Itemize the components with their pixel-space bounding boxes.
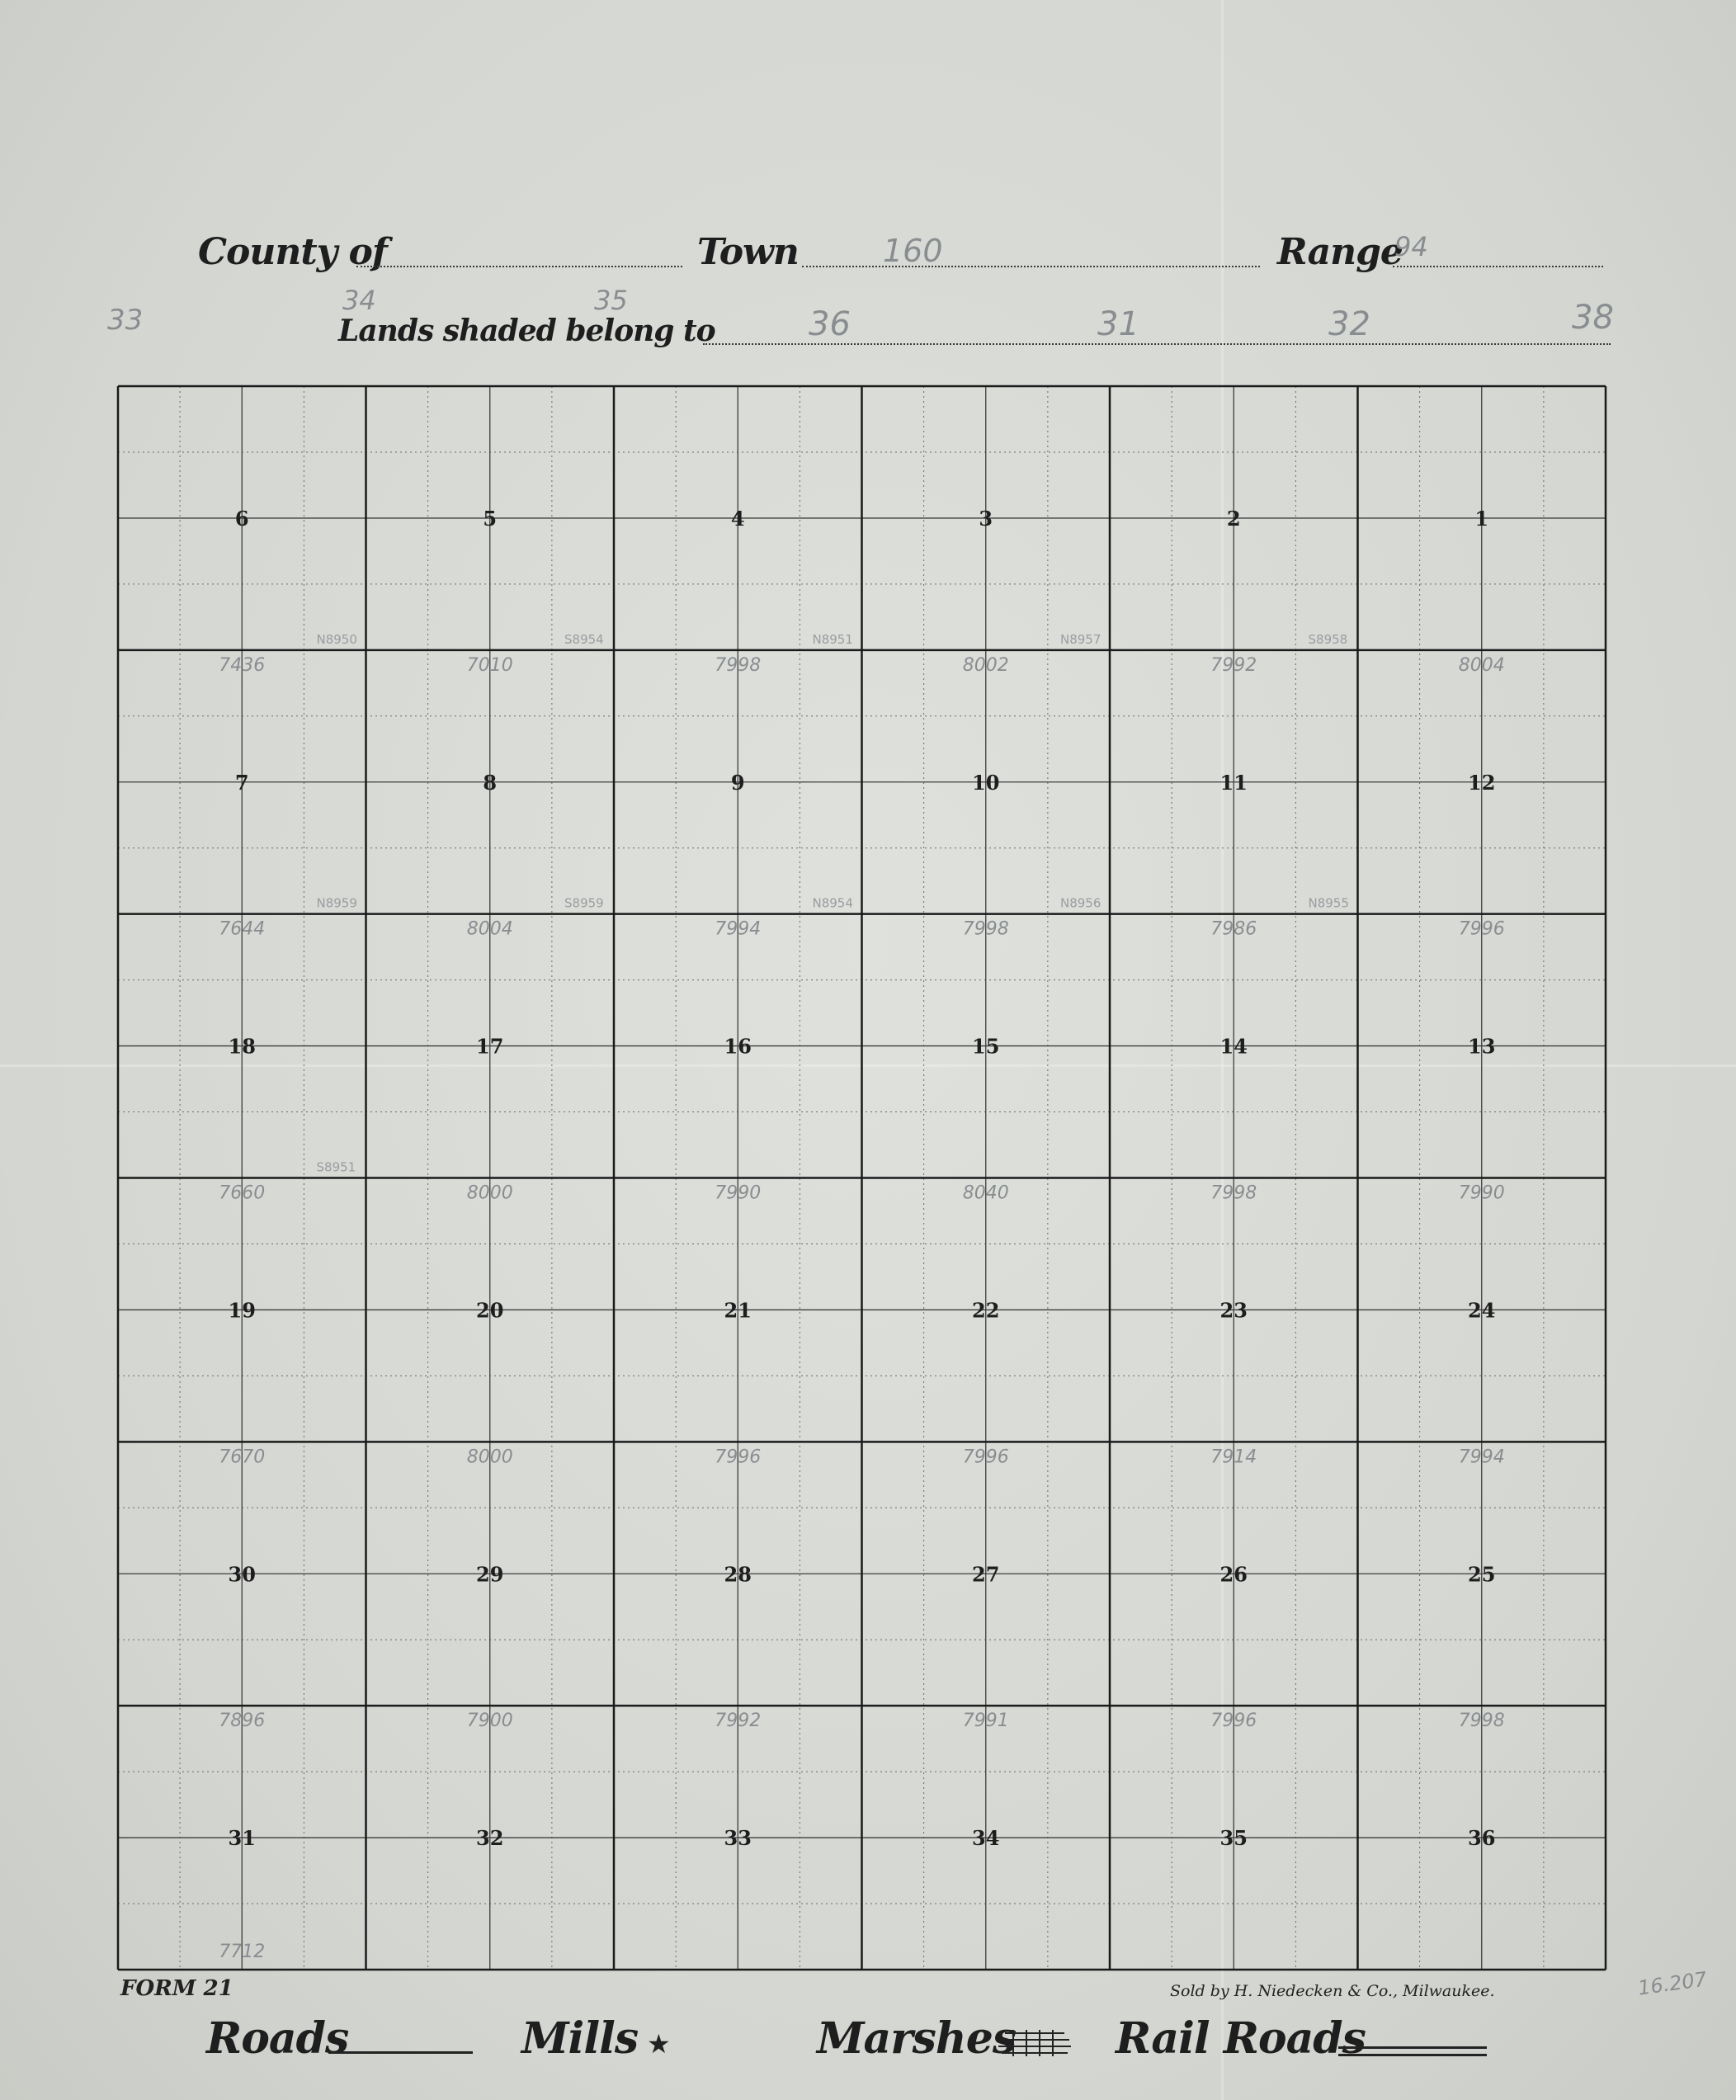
pencil-acreage: 7998 xyxy=(1210,1182,1257,1204)
section-number: 35 xyxy=(1219,1826,1248,1851)
pencil-acreage: 7900 xyxy=(466,1711,513,1732)
section-number: 15 xyxy=(972,1034,1000,1059)
pencil-acreage: 7998 xyxy=(715,654,762,676)
pencil-bearing: N8957 xyxy=(1060,631,1102,647)
section-number: 20 xyxy=(476,1298,504,1323)
section-number: 33 xyxy=(724,1826,752,1851)
seller-imprint: Sold by H. Niedecken & Co., Milwaukee. xyxy=(1170,1982,1495,2000)
pencil-acreage: 8002 xyxy=(962,654,1009,676)
pencil-acreage: 8000 xyxy=(466,1182,513,1204)
pencil-acreage: 7994 xyxy=(1458,1446,1505,1468)
section-number: 2 xyxy=(1226,506,1241,531)
pencil-bearing: S8954 xyxy=(564,631,604,647)
section-number: 18 xyxy=(228,1034,256,1059)
section-number: 10 xyxy=(972,770,1000,795)
section-number: 36 xyxy=(1468,1826,1496,1851)
section-number: 4 xyxy=(730,506,745,531)
legend-railroad-line xyxy=(1338,2046,1487,2056)
section-number: 34 xyxy=(972,1826,1000,1851)
pencil-acreage: 7996 xyxy=(1210,1711,1257,1732)
section-number: 25 xyxy=(1468,1562,1496,1587)
pencil-bearing: S8959 xyxy=(564,895,604,911)
pencil-acreage: 7992 xyxy=(1210,654,1257,676)
pencil-note: 34 xyxy=(342,285,376,316)
pencil-bearing: N8954 xyxy=(812,895,853,911)
county-label: County of xyxy=(198,231,387,273)
section-number: 30 xyxy=(228,1562,256,1587)
pencil-acreage: 7670 xyxy=(219,1446,266,1468)
town-value: 160 xyxy=(883,233,943,269)
section-number: 13 xyxy=(1468,1034,1496,1059)
section-number: 24 xyxy=(1468,1298,1496,1323)
section-number: 23 xyxy=(1219,1298,1248,1323)
section-number: 12 xyxy=(1468,770,1496,795)
section-number: 9 xyxy=(730,770,745,795)
pencil-acreage: 7644 xyxy=(219,918,266,940)
pencil-acreage: 7896 xyxy=(219,1711,266,1732)
section-number: 19 xyxy=(228,1298,256,1323)
pencil-note: 32 xyxy=(1328,305,1370,343)
pencil-acreage: 8004 xyxy=(1458,654,1505,676)
section-number: 3 xyxy=(979,506,993,531)
section-number: 27 xyxy=(972,1562,1000,1587)
pencil-acreage: 7990 xyxy=(715,1182,762,1204)
pencil-note: 33 xyxy=(107,304,144,337)
pencil-acreage: 7996 xyxy=(962,1446,1009,1468)
pencil-acreage: 7986 xyxy=(1210,918,1257,940)
section-number: 29 xyxy=(476,1562,504,1587)
range-value: 94 xyxy=(1394,231,1428,262)
pencil-acreage: 7436 xyxy=(219,654,266,676)
section-number: 26 xyxy=(1219,1562,1248,1587)
section-number: 22 xyxy=(972,1298,1000,1323)
pencil-acreage: 7010 xyxy=(466,654,513,676)
legend-roads-label: Roads xyxy=(206,2013,349,2064)
pencil-bearing: N8950 xyxy=(316,631,357,647)
pencil-acreage: 7998 xyxy=(1458,1711,1505,1732)
pencil-acreage: 8040 xyxy=(962,1182,1009,1204)
pencil-acreage: 7991 xyxy=(962,1711,1009,1732)
section-number: 21 xyxy=(724,1298,752,1323)
section-number: 11 xyxy=(1219,770,1248,795)
section-number: 1 xyxy=(1474,506,1489,531)
pencil-bearing: N8956 xyxy=(1060,895,1102,911)
section-number: 32 xyxy=(476,1826,504,1851)
pencil-acreage: 7712 xyxy=(219,1942,266,1962)
pencil-acreage: 7660 xyxy=(219,1182,266,1204)
legend-marshes-label: Marshes xyxy=(817,2013,1017,2064)
legend-mills-label: Mills xyxy=(521,2013,639,2064)
legend-railroads-label: Rail Roads xyxy=(1116,2013,1366,2064)
pencil-note: 35 xyxy=(594,285,628,316)
legend-roads-line xyxy=(328,2051,473,2054)
lands-shaded-label: Lands shaded belong to xyxy=(338,314,715,348)
pencil-acreage: 7996 xyxy=(715,1446,762,1468)
pencil-acreage: 7914 xyxy=(1210,1446,1257,1468)
side-pencil-note: 16.207 xyxy=(1636,1967,1709,2000)
pencil-acreage: 7998 xyxy=(962,918,1009,940)
form-label: FORM 21 xyxy=(120,1976,234,2001)
pencil-acreage: 7990 xyxy=(1458,1182,1505,1204)
pencil-acreage: 7994 xyxy=(715,918,762,940)
pencil-acreage: 7996 xyxy=(1458,918,1505,940)
section-number: 14 xyxy=(1219,1034,1248,1059)
town-label: Town xyxy=(697,231,799,273)
section-number: 28 xyxy=(724,1562,752,1587)
mill-star-icon: ★ xyxy=(647,2028,671,2060)
pencil-bearing: N8951 xyxy=(812,631,853,647)
section-number: 6 xyxy=(234,506,249,531)
pencil-acreage: 8000 xyxy=(466,1446,513,1468)
section-number: 17 xyxy=(476,1034,504,1059)
section-number: 5 xyxy=(483,506,498,531)
marsh-symbol-icon xyxy=(997,2027,1073,2060)
pencil-bearing: N8955 xyxy=(1308,895,1349,911)
section-number: 31 xyxy=(228,1826,256,1851)
pencil-note: 36 xyxy=(809,305,851,343)
range-label: Range xyxy=(1277,231,1403,273)
pencil-acreage: 8004 xyxy=(466,918,513,940)
pencil-note: 38 xyxy=(1572,299,1614,337)
pencil-acreage: 7992 xyxy=(715,1711,762,1732)
pencil-bearing: N8959 xyxy=(316,895,357,911)
pencil-bearing: S8951 xyxy=(316,1159,356,1175)
pencil-note: 31 xyxy=(1097,305,1139,343)
section-number: 16 xyxy=(724,1034,752,1059)
section-number: 7 xyxy=(234,770,249,795)
pencil-bearing: S8958 xyxy=(1308,631,1348,647)
section-number: 8 xyxy=(483,770,498,795)
